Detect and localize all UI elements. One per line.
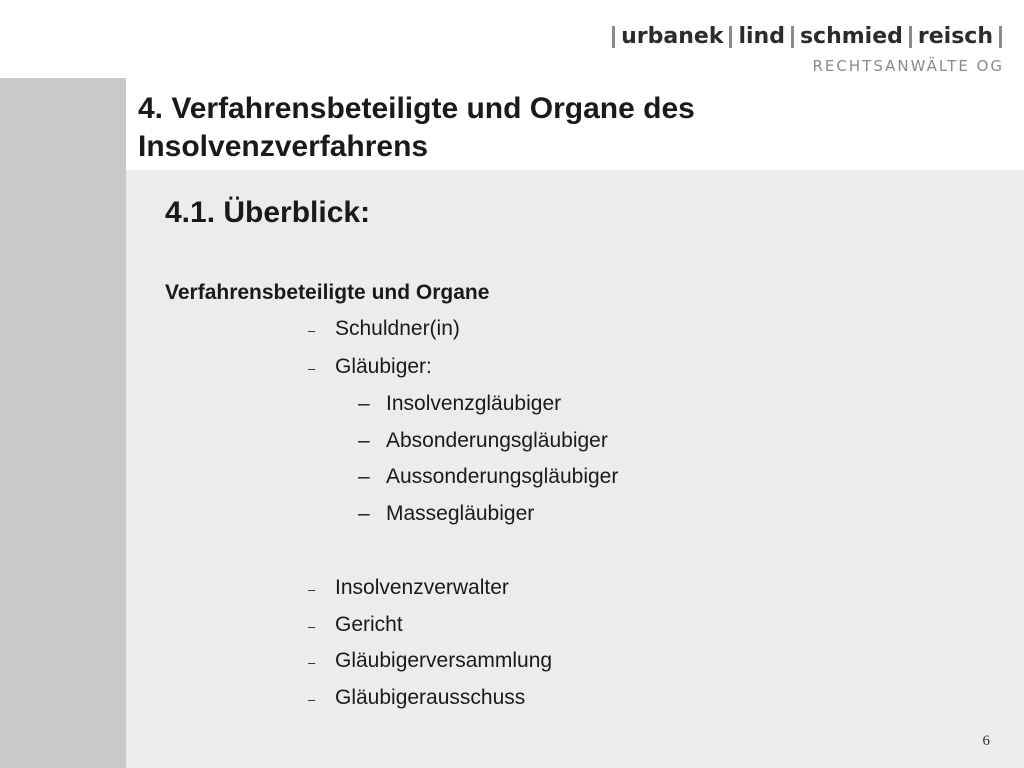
list-item	[308, 613, 403, 637]
sub-list-item	[358, 392, 562, 416]
section-heading: 4.1. Überblick:	[165, 196, 371, 229]
list-item-label: Schuldner(in)	[335, 317, 460, 340]
slide-title	[138, 90, 918, 166]
dash-bullet: –	[308, 655, 316, 670]
list-item	[308, 355, 432, 379]
dash-bullet: –	[308, 582, 316, 597]
list-item-label: Gläubiger:	[335, 355, 432, 378]
page-number: 6	[982, 733, 990, 749]
dash-bullet: –	[358, 502, 370, 525]
logo-name-lind: lind	[738, 24, 785, 49]
list-item-label: Gericht	[335, 613, 403, 636]
logo-separator	[729, 26, 732, 48]
sub-list-item	[358, 429, 608, 453]
list-item-label: Gläubigerausschuss	[335, 686, 526, 709]
logo-separator	[791, 26, 794, 48]
dash-bullet: –	[308, 619, 316, 634]
list-item-label: Insolvenzverwalter	[335, 576, 509, 599]
left-accent-bar	[0, 78, 126, 768]
list-item-label: Aussonderungsgläubiger	[386, 465, 619, 488]
dash-bullet: –	[308, 323, 316, 338]
dash-bullet: –	[358, 392, 370, 415]
logo-name-urbanek: urbanek	[621, 24, 724, 49]
list-heading: Verfahrensbeteiligte und Organe	[165, 281, 490, 304]
logo-names	[606, 24, 1008, 49]
sub-list-item	[358, 465, 619, 489]
logo-subtitle: RECHTSANWÄLTE OG	[812, 57, 1004, 75]
list-item	[308, 576, 509, 600]
logo-name-reisch: reisch	[917, 24, 993, 49]
dash-bullet: –	[308, 361, 316, 376]
logo-name-schmied: schmied	[799, 24, 903, 49]
logo-separator	[909, 26, 912, 48]
list-item	[308, 686, 526, 710]
logo-separator	[612, 26, 615, 48]
list-item	[308, 317, 460, 341]
sub-list-item	[358, 502, 535, 526]
list-item-label: Massegläubiger	[386, 502, 535, 525]
firm-logo	[606, 24, 1008, 75]
list-item-label: Gläubigerversammlung	[335, 649, 553, 672]
list-item	[308, 649, 553, 673]
slide-title-line1: 4. Verfahrensbeteiligte und Organe des	[138, 92, 695, 125]
dash-bullet: –	[358, 465, 370, 488]
list-item-label: Insolvenzgläubiger	[386, 392, 562, 415]
dash-bullet: –	[308, 692, 316, 707]
dash-bullet: –	[358, 429, 370, 452]
slide-title-line2: Insolvenzverfahrens	[138, 130, 429, 163]
logo-separator	[999, 26, 1002, 48]
list-item-label: Absonderungsgläubiger	[386, 429, 608, 452]
